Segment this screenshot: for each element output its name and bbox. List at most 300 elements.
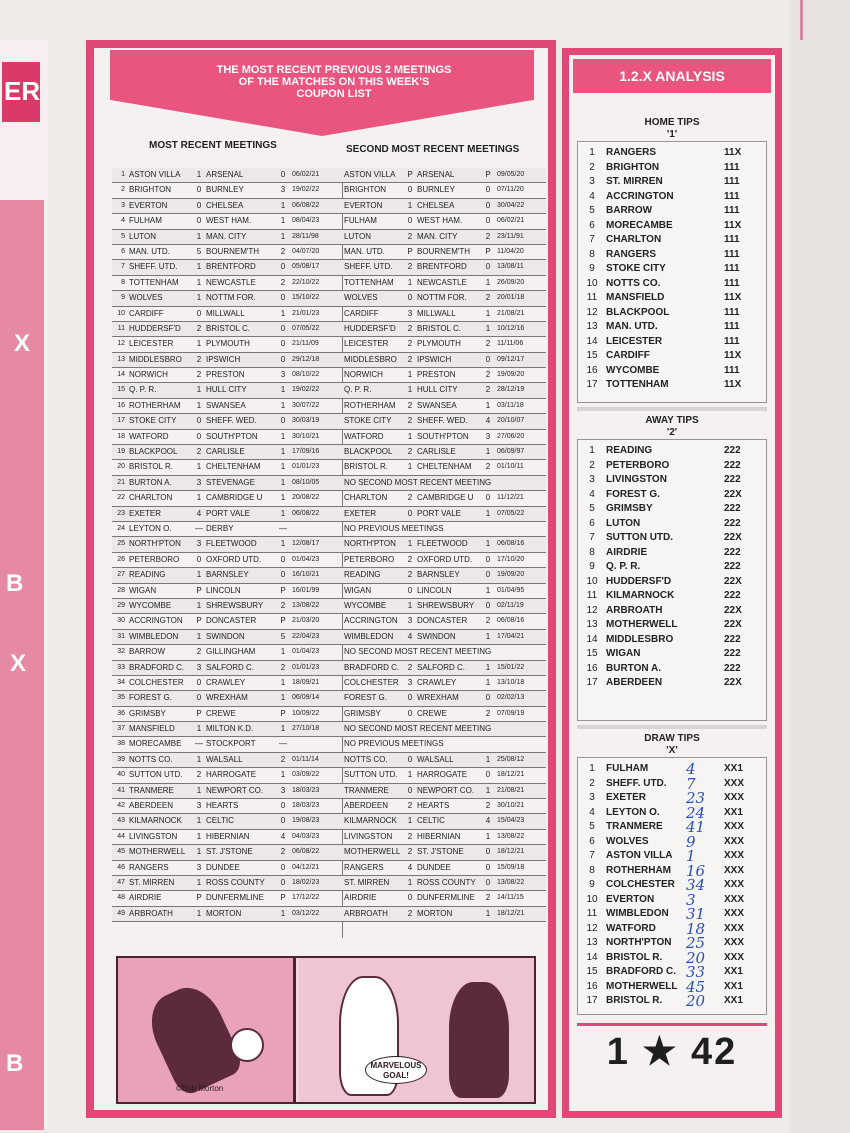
prev-home-score: 1 [407, 877, 413, 887]
draw-tips-title: DRAW TIPS [644, 733, 700, 744]
tip-number: 1 [589, 445, 595, 456]
home-score: 1 [196, 400, 202, 410]
prev-home-score: 1 [407, 431, 413, 441]
match-number: 7 [121, 263, 125, 271]
prev-home-team: PETERBORO [344, 554, 395, 564]
handwritten-number: 24 [686, 803, 706, 822]
prev-home-score: 0 [407, 693, 413, 703]
away-team: CHELSEA [206, 200, 244, 210]
prev-away-team: SHREWSBURY [417, 600, 475, 610]
prev-away-team: OXFORD UTD. [417, 554, 473, 564]
prev-away-score: 0 [485, 200, 491, 210]
away-score: 1 [280, 770, 286, 780]
prev-match-date: 19/09/20 [497, 371, 525, 379]
away-score: 2 [280, 277, 286, 287]
prev-away-score: 2 [485, 893, 491, 903]
match-date: 10/09/22 [292, 709, 320, 717]
tip-code: XXX [724, 864, 745, 876]
home-score: P [196, 616, 202, 626]
prev-match-date: 06/02/21 [497, 217, 525, 225]
prev-home-score: 2 [407, 493, 413, 503]
match-number: 8 [121, 278, 125, 286]
tip-team: ST. MIRREN [606, 176, 663, 187]
table-row [112, 845, 546, 860]
tip-team: ROTHERHAM [606, 864, 671, 876]
prev-away-score: 1 [485, 508, 491, 518]
meeting-note: NO SECOND MOST RECENT MEETING [344, 477, 492, 487]
tip-row [578, 762, 766, 777]
prev-match-date: 23/11/91 [497, 232, 524, 240]
away-team: HEARTS [206, 801, 239, 811]
tip-code: 222 [724, 459, 741, 471]
tip-team: ABERDEEN [606, 677, 663, 688]
away-team: PRESTON [206, 370, 245, 380]
prev-home-score: 1 [407, 277, 413, 287]
tip-number: 7 [589, 234, 595, 245]
tip-team: EXETER [606, 792, 647, 803]
prev-home-score: 2 [407, 570, 413, 580]
tip-row [578, 233, 766, 248]
home-score: 1 [196, 339, 202, 349]
tip-row [578, 291, 766, 306]
left-page-letter: ER [4, 76, 41, 106]
tip-row [578, 262, 766, 277]
match-date: 06/08/22 [292, 201, 320, 209]
tip-row [578, 364, 766, 379]
away-team: GILLINGHAM [206, 647, 256, 657]
tip-team: TOTTENHAM [606, 379, 669, 390]
prev-match-date: 03/11/18 [497, 401, 524, 409]
left-page-letter: X [14, 330, 31, 357]
tip-team: BRISTOL R. [606, 995, 663, 1006]
prev-away-score: 0 [485, 216, 491, 226]
prev-match-date: 07/09/19 [497, 709, 525, 717]
home-score: 0 [196, 554, 202, 564]
match-date: 21/11/09 [292, 340, 319, 348]
away-score: 1 [280, 508, 286, 518]
tip-team: MOTHERWELL [606, 980, 678, 992]
home-team: TOTTENHAM [129, 277, 179, 287]
home-score: 1 [196, 231, 202, 241]
handwritten-number: 45 [686, 977, 706, 996]
away-team: WALSALL [206, 754, 243, 764]
match-date: 04/12/21 [292, 863, 320, 871]
prev-home-team: KILMARNOCK [344, 816, 397, 826]
handwritten-number: 20 [686, 992, 706, 1010]
away-team: IPSWICH [206, 354, 241, 364]
away-team: ST. J'STONE [206, 847, 253, 857]
tip-number: 16 [586, 364, 598, 376]
tip-number: 1 [589, 147, 595, 158]
handwritten-number: 7 [686, 774, 696, 793]
home-score: 0 [196, 308, 202, 318]
prev-home-score: 2 [407, 354, 413, 364]
handwritten-number: 3 [686, 890, 696, 909]
tip-team: WYCOMBE [606, 364, 660, 376]
table-row [112, 322, 546, 337]
prev-match-date: 11/12/21 [497, 494, 524, 502]
away-team: SHREWSBURY [206, 600, 264, 610]
match-number: 18 [117, 432, 125, 440]
away-score: 1 [280, 308, 286, 318]
match-date: 19/02/22 [292, 386, 320, 394]
table-row [112, 183, 546, 198]
tip-team: BLACKPOOL [606, 306, 670, 318]
away-team: MILLWALL [206, 308, 245, 318]
match-date: 21/03/20 [292, 617, 320, 625]
away-score: 0 [280, 323, 286, 333]
prev-away-team: BOURNEM'TH [417, 246, 471, 256]
table-row [112, 568, 546, 583]
tip-row [578, 890, 766, 909]
match-number: 6 [121, 247, 125, 255]
home-team: ARBROATH [129, 908, 173, 918]
away-team: ROSS COUNTY [206, 877, 265, 887]
meeting-note: NO PREVIOUS MEETINGS [344, 523, 444, 533]
tip-code: 111 [724, 161, 740, 173]
home-score: P [196, 708, 202, 718]
prev-home-score: 0 [407, 708, 413, 718]
prev-home-score: 1 [407, 200, 413, 210]
table-row [112, 245, 546, 260]
home-score: 1 [196, 570, 202, 580]
home-team: BRISTOL R. [129, 462, 174, 472]
tip-code: 11X [724, 147, 742, 158]
home-team: LIVINGSTON [129, 831, 178, 841]
match-date: 07/05/22 [292, 324, 320, 332]
table-row [112, 491, 546, 506]
away-team: SALFORD C. [206, 662, 255, 672]
tip-number: 3 [589, 792, 595, 803]
match-date: 01/01/23 [292, 463, 320, 471]
match-number: 23 [117, 509, 125, 517]
tip-row [578, 791, 766, 806]
home-team: STOKE CITY [129, 416, 177, 426]
tip-row [578, 459, 766, 474]
handwritten-number: 20 [686, 948, 706, 967]
table-row [112, 661, 546, 676]
speech-bubble: MARVELOUS GOAL! [365, 1056, 427, 1084]
match-date: 08/10/05 [292, 478, 320, 486]
prev-match-date: 18/12/21 [497, 909, 525, 917]
tip-number: 10 [586, 893, 598, 905]
tip-team: MAN. UTD. [606, 321, 658, 332]
handwritten-number: 34 [686, 876, 706, 894]
tip-number: 11 [586, 292, 598, 303]
match-number: 28 [117, 586, 125, 594]
match-date: 16/01/99 [292, 586, 320, 594]
home-team: Q. P. R. [129, 385, 157, 395]
home-team: CHARLTON [129, 493, 173, 503]
match-number: 2 [121, 186, 125, 194]
tip-row [578, 832, 766, 851]
away-score: 1 [280, 231, 286, 241]
prev-match-date: 18/12/21 [497, 848, 525, 856]
tip-team: BRADFORD C. [606, 966, 676, 977]
prev-match-date: 21/08/21 [497, 309, 525, 317]
tip-code: 111 [724, 306, 740, 318]
away-team: CELTIC [206, 816, 234, 826]
match-date: 27/10/18 [292, 725, 320, 733]
prev-away-team: NEWPORT CO. [417, 785, 475, 795]
prev-home-team: LIVINGSTON [344, 831, 393, 841]
away-score: 1 [280, 431, 286, 441]
tip-number: 11 [586, 908, 598, 919]
tip-code: XXX [724, 908, 745, 919]
match-number: 5 [121, 232, 125, 240]
prev-home-team: WYCOMBE [344, 600, 387, 610]
tip-team: BARROW [606, 205, 653, 216]
table-row [112, 876, 546, 891]
prev-home-team: LUTON [344, 231, 371, 241]
prev-away-score: 1 [485, 662, 491, 672]
prev-home-score: 1 [407, 816, 413, 826]
prev-away-team: BRISTOL C. [417, 323, 462, 333]
prev-away-score: 0 [485, 493, 491, 503]
analysis-panel [562, 48, 782, 1118]
match-number: 37 [117, 725, 125, 733]
home-team: MANSFIELD [129, 724, 175, 734]
match-date: 01/04/23 [292, 555, 320, 563]
prev-match-date: 27/06/20 [497, 432, 525, 440]
prev-home-score: 4 [407, 631, 413, 641]
tip-team: WIGAN [606, 648, 641, 659]
away-team: NOTTM FOR. [206, 293, 256, 303]
handwritten-number: 4 [686, 760, 696, 778]
away-score: 4 [280, 831, 286, 841]
away-score: 0 [280, 262, 286, 272]
away-team: DERBY [206, 523, 234, 533]
home-score: 1 [196, 170, 202, 179]
tip-number: 7 [589, 532, 595, 543]
home-score: 5 [196, 246, 202, 256]
prev-away-team: ROSS COUNTY [417, 877, 476, 887]
meetings-page [86, 40, 556, 1118]
tip-row [578, 803, 766, 822]
table-row [112, 645, 546, 660]
home-team: MAN. UTD. [129, 246, 170, 256]
tip-row [578, 849, 766, 864]
prev-away-team: CHELTENHAM [417, 462, 472, 472]
tip-team: LUTON [606, 517, 641, 529]
prev-match-date: 07/11/20 [497, 186, 524, 194]
tip-team: MIDDLESBRO [606, 633, 674, 645]
match-number: 12 [117, 340, 125, 348]
prev-away-score: 2 [485, 385, 491, 395]
table-row [112, 353, 546, 368]
home-team: BURTON A. [129, 477, 172, 487]
prev-home-team: MIDDLESBRO [344, 354, 397, 364]
tip-team: COLCHESTER [606, 879, 675, 890]
prev-home-score: P [407, 246, 413, 256]
home-tips-title: HOME TIPS [644, 117, 700, 128]
away-team: BOURNEM'TH [206, 246, 260, 256]
prev-home-team: MOTHERWELL [344, 847, 401, 857]
table-row [112, 460, 546, 475]
away-team: SOUTH'PTON [206, 431, 258, 441]
comic-panel-celebration [299, 958, 534, 1102]
table-row [112, 199, 546, 214]
home-score: 1 [196, 908, 202, 918]
meeting-note: NO PREVIOUS MEETINGS [344, 739, 444, 749]
prev-home-team: AIRDRIE [344, 893, 377, 903]
prev-home-team: GRIMSBY [344, 708, 381, 718]
away-score: P [280, 585, 286, 595]
prev-home-score: 2 [407, 908, 413, 918]
prev-match-date: 06/08/16 [497, 540, 525, 548]
prev-away-team: MILLWALL [417, 308, 456, 318]
prev-away-team: CAMBRIDGE U [417, 493, 474, 503]
handwritten-number: 9 [686, 832, 696, 851]
comic-strip [116, 956, 536, 1104]
away-score: 0 [280, 339, 286, 349]
table-row [112, 676, 546, 691]
prev-home-team: Q. P. R. [344, 385, 372, 395]
home-score: 2 [196, 370, 202, 380]
prev-home-team: STOKE CITY [344, 416, 392, 426]
tip-number: 5 [589, 205, 595, 216]
comic-panel-goalkeeper [118, 958, 296, 1102]
prev-away-score: 1 [485, 400, 491, 410]
prev-away-team: NEWCASTLE [417, 277, 467, 287]
handwritten-number: 1 [686, 847, 696, 865]
away-score: 1 [280, 539, 286, 549]
tip-number: 10 [586, 575, 598, 587]
tip-team: CARDIFF [606, 350, 650, 361]
tip-number: 3 [589, 474, 595, 485]
tip-row [578, 919, 766, 938]
section-separator [577, 407, 767, 411]
tip-row [578, 349, 766, 364]
tip-code: 11X [724, 350, 742, 361]
away-team: CHELTENHAM [206, 462, 261, 472]
tip-number: 4 [589, 488, 595, 500]
prev-home-team: BRIGHTON [344, 185, 387, 195]
prev-away-score: 2 [485, 339, 491, 349]
match-date: 22/04/23 [292, 632, 320, 640]
away-team: CRAWLEY [206, 677, 246, 687]
table-row [112, 307, 546, 322]
prev-away-score: 0 [485, 554, 491, 564]
prev-away-score: 1 [485, 277, 491, 287]
home-team: BLACKPOOL [129, 447, 178, 457]
home-score: 1 [196, 877, 202, 887]
prev-home-team: ASTON VILLA [344, 170, 396, 179]
prev-away-score: 1 [485, 323, 491, 333]
match-number: 14 [117, 371, 125, 379]
home-team: READING [129, 570, 166, 580]
tip-code: 22X [724, 575, 742, 587]
prev-away-score: 0 [485, 877, 491, 887]
prev-match-date: 02/11/19 [497, 601, 524, 609]
table-row [112, 753, 546, 768]
prev-away-team: MORTON [417, 908, 453, 918]
home-score: 4 [196, 508, 202, 518]
tip-row [578, 575, 766, 590]
tip-row [578, 320, 766, 335]
match-number: 29 [117, 601, 125, 609]
tip-number: 12 [586, 604, 598, 616]
away-team: LINCOLN [206, 585, 241, 595]
table-row [112, 891, 546, 906]
handwritten-number: 31 [686, 905, 706, 923]
tip-number: 4 [589, 806, 595, 818]
tip-number: 16 [586, 662, 598, 674]
match-date: 06/08/22 [292, 848, 320, 856]
match-number: 41 [117, 786, 125, 794]
tip-code: 222 [724, 648, 741, 659]
prev-home-team: CARDIFF [344, 308, 379, 318]
tip-number: 14 [586, 951, 598, 963]
prev-home-team: MAN. UTD. [344, 246, 385, 256]
tip-team: CHARLTON [606, 234, 662, 245]
away-score: — [279, 739, 287, 749]
match-number: 3 [121, 201, 125, 209]
handwritten-number: 16 [686, 861, 706, 880]
tip-code: 111 [724, 248, 740, 260]
home-score: 3 [196, 801, 202, 811]
prev-away-team: SWINDON [417, 631, 456, 641]
match-date: 08/10/22 [292, 371, 320, 379]
away-team: DUNDEE [206, 862, 240, 872]
left-page-letter: B [6, 1050, 24, 1077]
table-row [112, 768, 546, 783]
home-team: WYCOMBE [129, 600, 172, 610]
prev-match-date: 15/04/23 [497, 817, 525, 825]
tip-row [578, 277, 766, 292]
prev-away-score: 2 [485, 708, 491, 718]
match-number: 47 [117, 878, 125, 886]
home-team: RANGERS [129, 862, 169, 872]
prev-home-score: 2 [407, 662, 413, 672]
tip-row [578, 444, 766, 459]
tip-number: 5 [589, 503, 595, 514]
prev-home-team: BRADFORD C. [344, 662, 400, 672]
table-row [112, 599, 546, 614]
away-team: CAMBRIDGE U [206, 493, 263, 503]
prev-away-score: 4 [485, 816, 491, 826]
prev-home-team: EVERTON [344, 200, 383, 210]
away-score: 2 [280, 600, 286, 610]
tip-number: 6 [589, 219, 595, 231]
away-score: 1 [280, 724, 286, 734]
tip-row [578, 146, 766, 161]
home-score: 0 [196, 216, 202, 226]
meeting-note: NO SECOND MOST RECENT MEETING [344, 647, 492, 657]
prev-away-team: PRESTON [417, 370, 456, 380]
home-team: ST. MIRREN [129, 877, 175, 887]
table-row [112, 291, 546, 306]
edge-mark [800, 0, 803, 40]
prev-away-team: WREXHAM [417, 693, 459, 703]
prev-away-team: HARROGATE [417, 770, 468, 780]
tip-team: SUTTON UTD. [606, 532, 674, 543]
tip-row [578, 977, 766, 996]
table-row [112, 276, 546, 291]
handwritten-number: 25 [686, 934, 706, 952]
tip-code: 222 [724, 662, 741, 674]
tip-team: MANSFIELD [606, 292, 665, 303]
away-team: NEWPORT CO. [206, 785, 264, 795]
prev-home-score: 2 [407, 231, 413, 241]
tip-team: HUDDERSF'D [606, 575, 672, 587]
match-number: 25 [117, 540, 125, 548]
prev-home-team: BLACKPOOL [344, 447, 393, 457]
prev-home-score: 2 [407, 416, 413, 426]
match-date: 18/03/23 [292, 802, 320, 810]
prev-away-team: FLEETWOOD [417, 539, 468, 549]
tip-number: 15 [586, 648, 598, 659]
